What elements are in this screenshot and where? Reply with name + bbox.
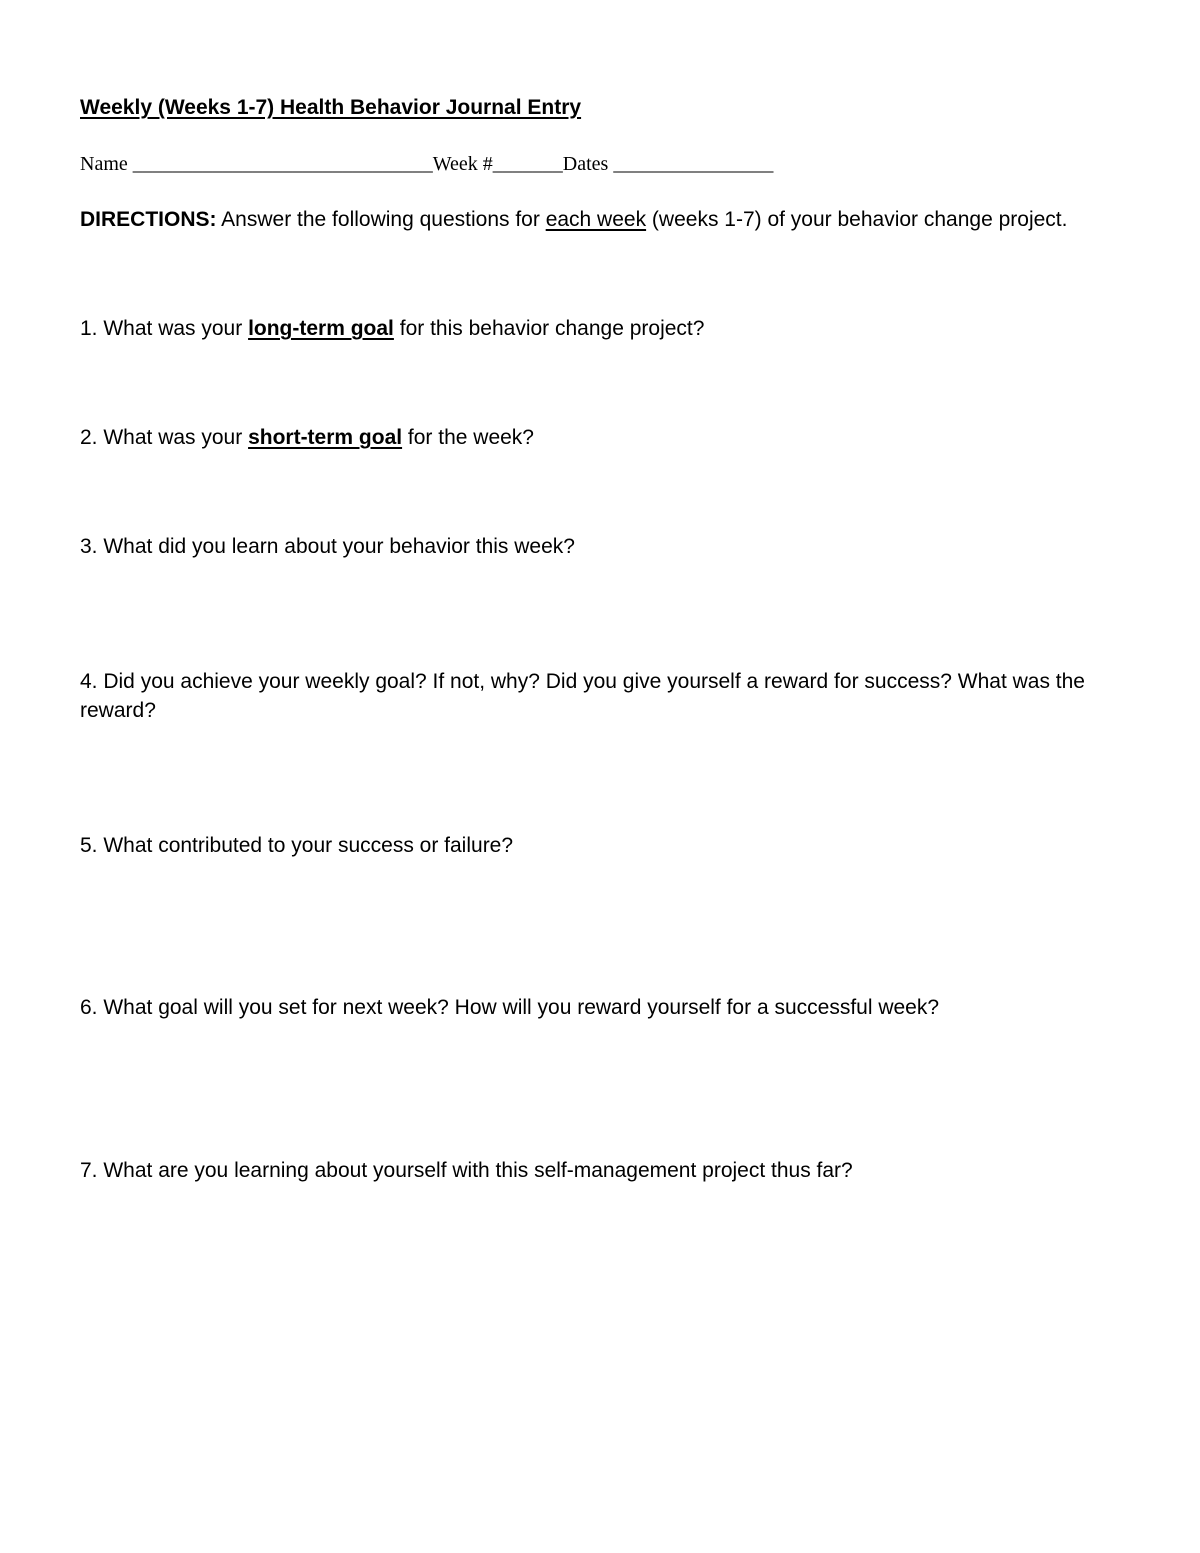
question-3: 3. What did you learn about your behavior this week? bbox=[80, 535, 575, 558]
question-2 bbox=[80, 423, 1120, 452]
dates-label: Dates bbox=[562, 153, 609, 175]
directions-lead: DIRECTIONS: bbox=[80, 208, 217, 231]
dates-blank: ________________ bbox=[613, 153, 774, 175]
directions-text-before: Answer the following questions for bbox=[216, 208, 546, 231]
question-1-key-term: long-term goal bbox=[248, 317, 394, 340]
directions-emphasis: each week bbox=[545, 208, 647, 231]
question-2-before: 2. What was your bbox=[80, 426, 249, 449]
directions-text-after: (weeks 1-7) of your behavior change project. bbox=[646, 208, 1068, 231]
question-2-after: for the week? bbox=[402, 426, 534, 449]
question-7: 7. What are you learning about yourself with this self-management project thus far? bbox=[80, 1159, 853, 1182]
page-title: Weekly (Weeks 1-7) Health Behavior Journal Entry bbox=[80, 96, 582, 119]
week-blank: _______ bbox=[492, 153, 563, 175]
question-6: 6. What goal will you set for next week? How will you reward yourself for a successful week? bbox=[80, 996, 940, 1019]
header-info-line bbox=[80, 153, 773, 176]
name-blank: ______________________________ bbox=[132, 153, 433, 175]
directions-paragraph bbox=[80, 205, 1120, 234]
question-1-after: for this behavior change project? bbox=[393, 317, 705, 340]
question-2-key-term: short-term goal bbox=[248, 426, 403, 449]
week-label: Week # bbox=[432, 153, 493, 175]
question-5: 5. What contributed to your success or failure? bbox=[80, 834, 514, 857]
question-4: 4. Did you achieve your weekly goal? If not, why? Did you give yourself a reward for success? What was the reward? bbox=[80, 670, 1085, 722]
question-1 bbox=[80, 314, 1120, 343]
name-label: Name bbox=[80, 153, 128, 175]
question-1-before: 1. What was your bbox=[80, 317, 249, 340]
